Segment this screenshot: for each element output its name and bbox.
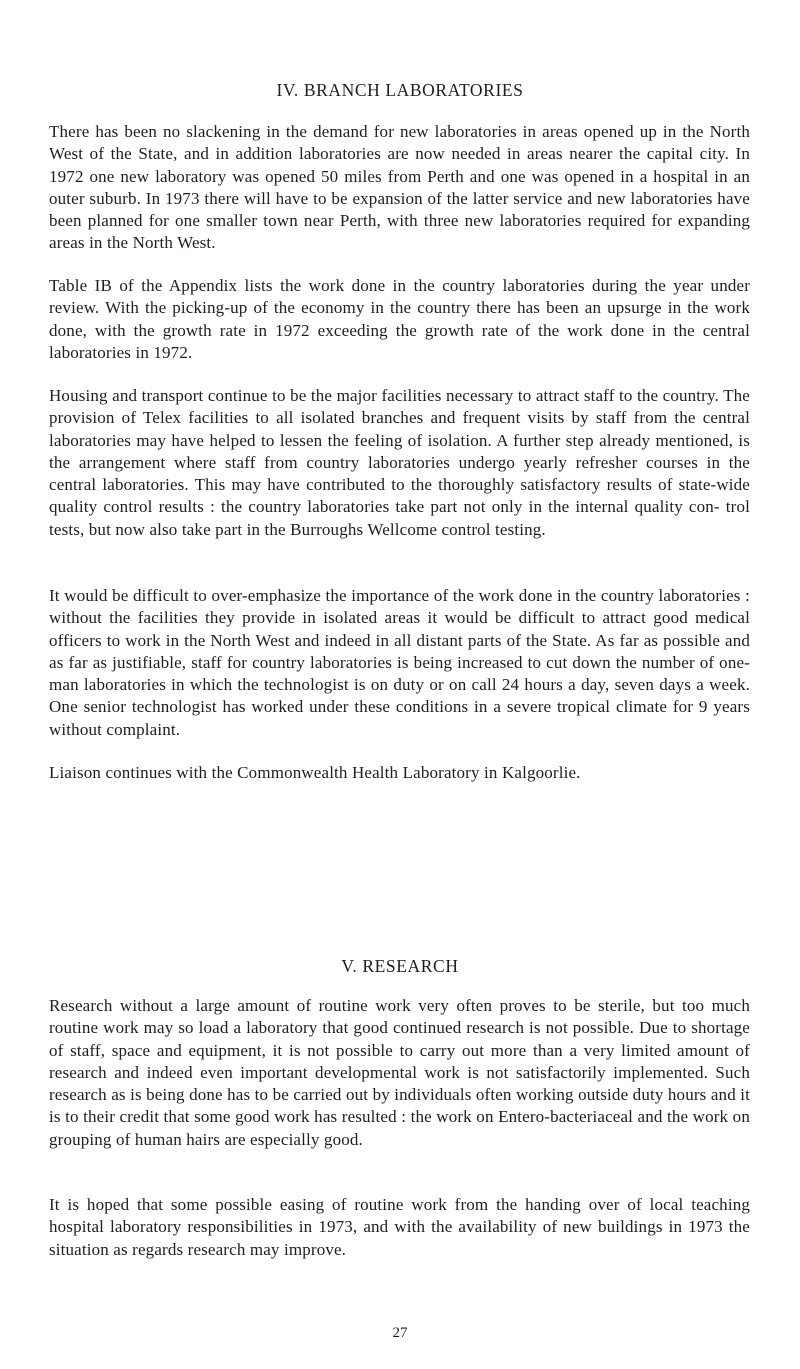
section-iv-paragraph-4: It would be difficult to over-emphasize the importance of the work done in the country laboratories : without the facilities they provide in isolated areas it would be difficult to attract good medical officers to work in the North West and indeed in all distant parts of the State. As far as possible and as far as justifiable, staff for country laboratories is being increased to cut down the number of one-man laboratories in which the technologist is on duty or on call 24 hours a day, seven days a week. One senior technologist has worked under these conditions in a severe tropical climate for 9 years without complaint. bbox=[49, 586, 750, 739]
section-iv-paragraph-5: Liaison continues with the Commonwealth Health Laboratory in Kalgoorlie. bbox=[49, 763, 581, 782]
section-iv-heading: IV. BRANCH LABORATORIES bbox=[276, 80, 524, 100]
section-v-paragraph-1: Research without a large amount of routine work very often proves to be sterile, but too much routine work may so load a laboratory that good continued research is not possible. Due to shortage of staff, space and equipment, it is not possible to carry out more than a very limited amount of research and indeed even important developmental work is not satisfactorily implemented. Such research as is being done has to be carried out by individuals often working outside duty hours and it is to their credit that some good work has resulted : the work on Entero-bacteriaceal and the work on grouping of human hairs are especially good. bbox=[49, 996, 750, 1149]
section-v-heading: V. RESEARCH bbox=[341, 956, 459, 976]
page-number: 27 bbox=[392, 1325, 408, 1341]
section-iv-paragraph-3: Housing and transport continue to be the major facilities necessary to attract staff to the country. The provision of Telex facilities to all isolated branches and frequent visits by staff from the central laboratories may have helped to lessen the feeling of isolation. A further step already mentioned, is the arrangement where staff from country laboratories undergo yearly refresher courses in the central laboratories. This may have contributed to the thoroughly satisfactory results of state-wide quality control results : the country laboratories take part not only in the internal quality con- trol tests, but now also take part in the Burroughs Wellcome control testing. bbox=[49, 386, 750, 539]
section-iv-paragraph-1: There has been no slackening in the demand for new laboratories in areas opened up in the North West of the State, and in addition laboratories are now needed in areas nearer the capital city. In 1972 one new laboratory was opened 50 miles from Perth and one was opened in a hospital in an outer suburb. In 1973 there will have to be expansion of the latter service and new laboratories have been planned for one smaller town near Perth, with three new laboratories required for expanding areas in the North West. bbox=[49, 122, 750, 253]
section-v-paragraph-2: It is hoped that some possible easing of routine work from the handing over of local teaching hospital laboratory responsibilities in 1973, and with the availability of new buildings in 1973 the situation as regards research may improve. bbox=[49, 1195, 750, 1259]
section-iv-paragraph-2: Table IB of the Appendix lists the work done in the country laboratories during the year under review. With the picking-up of the economy in the country there has been an upsurge in the work done, with the growth rate in 1972 exceeding the growth rate of the work done in the central laboratories in 1972. bbox=[49, 276, 750, 362]
